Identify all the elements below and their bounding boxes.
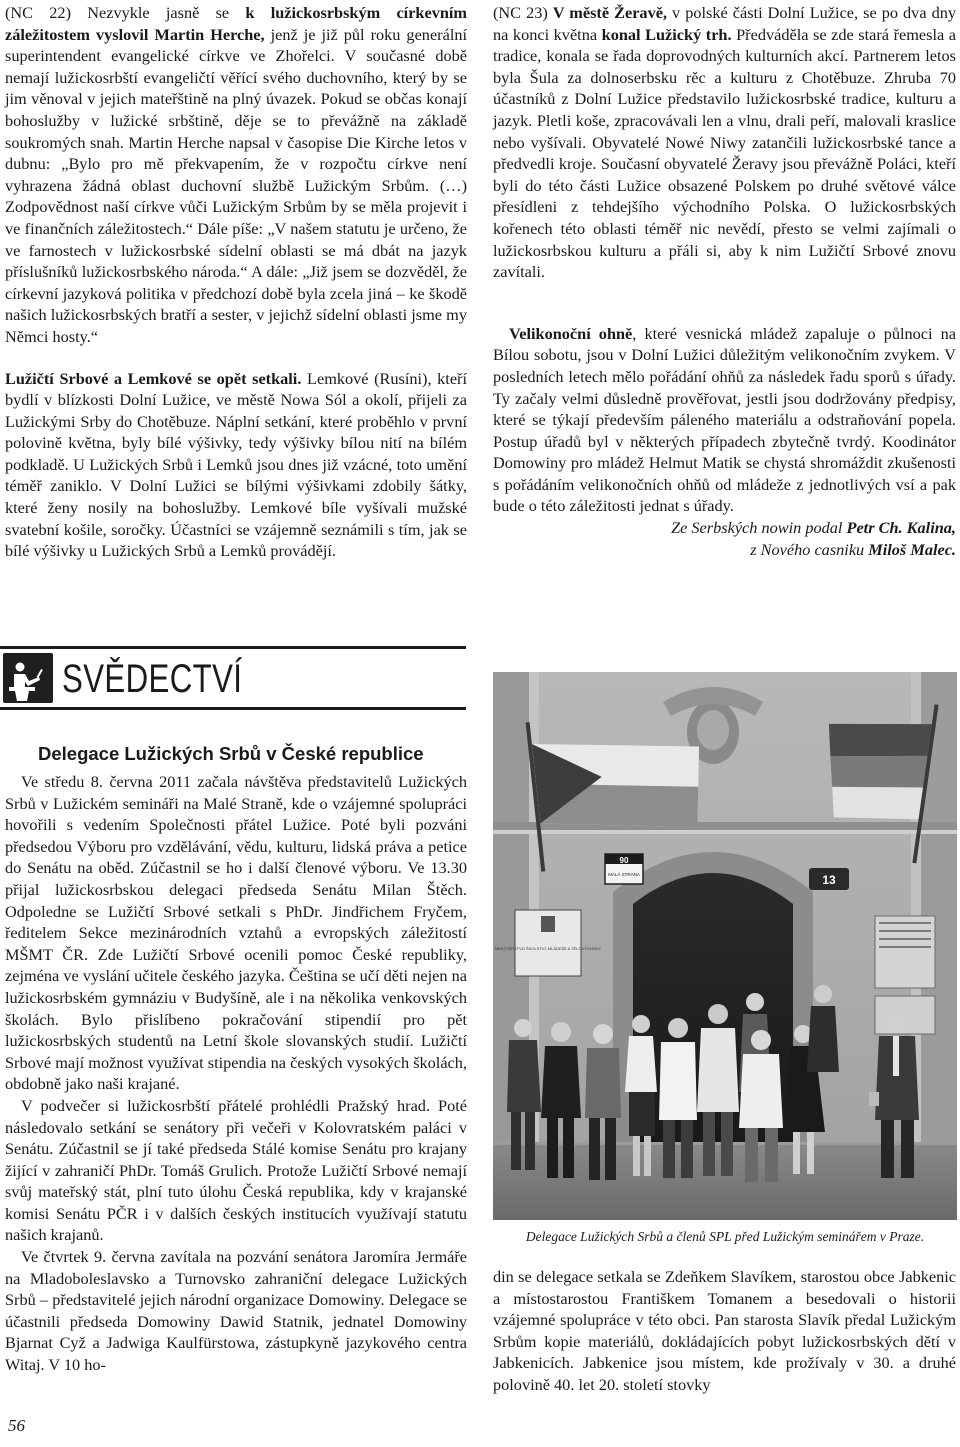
lemkove-text: Lemkové (Rusíni), kteří bydlí v blízkosti Dolní Lužice, ve městě Nowa Sól a okolí, přijeli za Lužickými Srby do Chotěbuze. Náplní setkání, které proběhlo v první polovině května, byly bílé výšivky, tedy výšivky bílou nití na bílém podkladě. U Lužických Srbů i Lemků jsou dnes již vzácné, toto umění téměř zaniklo. V Dolní Lužici se bílými výšivkami zdobily šátky, které ženy nosily na bohoslužby. Lemkové bíle vyšívali mužské svatební košile, soročky. Účastníci se vzájemně seznámili s tím, jak se bílé výšivky u Lužických Srbů a Lemků provádějí. [5, 368, 467, 561]
byline-line1-pre: Ze Serbských nowin podal [671, 518, 847, 538]
news-item-nc22 [5, 2, 467, 348]
byline-line1-name: Petr Ch. Kalina, [846, 518, 956, 538]
byline [493, 517, 956, 560]
nc23-lead-bold: V městě Žeravě, [552, 3, 668, 22]
street-sign-text: MALÁ STRANA [608, 872, 640, 877]
article-paragraph-1: Ve středu 8. června 2011 začala návštěva představitelů Lužických Srbů v Lužickém semináři na Malé Straně, kde o vzájemné spolupráci hovořili s vedením Společnosti přátel Lužice. Poté byli pozváni předsedou Výboru pro vzdělávání, vědu, kulturu, lidská práva a petice do Senátu na oběd. Zúčastnil se ho i další členové výboru. Ve 13.30 přijal lužickosrbskou delegaci předseda Senátu Milan Štěch. Odpoledne se Lužičtí Srbové setkali s PhDr. Jindřichem Fryčem, ředitelem Sekce mezinárodních vztahů a evropských záležitostí MŠMT ČR. Zde Lužičtí Srbové ocenili pomoc České republiky, zejména ve vyslání učitele českého jazyka. Čeština se učí děti nejen na lužickosrbském gymnáziu v Budyšíně, ale i na několika venkovských školách. Bylo přislíbeno pokračování stipendií pro pět lužickosrbských studentů na Letní škole slovanských studií. Lužičtí Srbové mají možnost využívat stipendia na českých vysokých školách, obdobně jako naši krajané. [5, 772, 467, 1094]
column-left-top [5, 2, 467, 562]
section-header [0, 646, 466, 710]
column-left-bottom [5, 771, 467, 1376]
byline-line2-pre: z Nového casniku [750, 539, 869, 559]
velikonocni-heading: Velikonoční ohně [509, 323, 633, 343]
column-right-bottom [493, 1266, 956, 1396]
section-title: SVĚDECTVÍ [62, 657, 243, 701]
nc23-lead: (NC 23) [493, 3, 553, 22]
street-sign-number: 90 [619, 856, 629, 865]
nc23-text2: Předváděla se zde stará řemesla a tradice, konala se řada doprovodných kulturních akcí. Partnerem letos byla Šula za dolnoserbsku rěc a kulturu z Chotěbuze. Zhruba 70 účastníků z Dolní Lužice představilo lužickosrbské tradice, kulturu a jazyk. Pletli koše, zpracovávali len a vlnu, drali peří, malovali kraslice nebo vyšívali. Obyvatelé Nowé Niwy zatančili lužickosrbské tance a předvedli kroje. Současní obyvatelé Žeravy jsou převážně Poláci, kteří byli do této části Lužice obsazené Polskem po druhé světové válce přesídleni z tehdejšího východního Polska. O lužickosrbských kořenech této oblasti téměř nic nevědí, přesto se velmi zajímali o lužickosrbskou kulturu a přáli si, aby k nim Lužičtí Srbové znovu zavítali. [493, 24, 956, 282]
page-number: 56 [8, 1416, 25, 1435]
column-right-top [493, 2, 956, 560]
article-paragraph-2: V podvečer si lužickosrbští přátelé prohlédli Pražský hrad. Poté následovalo setkání se senátory při večeři v Kolovratském paláci v Senátu. Zúčastnil se jí také předseda Stálé komise Senátu pro krajany žijící v zahraničí PhDr. Tomáš Grulich. Protože Lužičtí Srbové nemají svůj mateřský stát, plní tuto úlohu Česká republika, kdy v krajanské komisi Senátu PČR i v dalších českých institucích využívají statutu našich krajanů. [5, 1095, 467, 1245]
nc23-bold2: konal Lužický trh. [601, 24, 732, 44]
nc23-text1: v polské části Dolní Lužice, se po dva dny na konci května [493, 3, 956, 44]
article-continued: din se delegace setkala se Zdeňkem Slavíkem, starostou obce Jabkenic a místostarostou Františkem Tomanem a besedovali o historii vzájemné spolupráce v této obci. Pan starosta Slavík předal Lužickým Srbům kopie materiálů, dokládajících pobyt lužickosrbských dětí v Jabkenicích. Jabkenice jsou místem, kde prožívaly v 30. a druhé polovině 40. let 20. století stovky [493, 1267, 956, 1394]
photo-caption: Delegace Lužických Srbů a členů SPL před Lužickým seminářem v Praze. [525, 1229, 925, 1244]
news-item-lemkove [5, 368, 467, 562]
delegation-photo [493, 672, 957, 1220]
nc22-lead: (NC 22) Nezvykle jasně se [5, 3, 246, 22]
ministry-plaque-text: MINISTERSTVO ŠKOLSTVÍ, MLÁDEŽE A TĚLOVÝCHOVY [494, 946, 602, 951]
lemkove-heading: Lužičtí Srbové a Lemkové se opět setkali. [5, 368, 302, 388]
byline-line2-name: Miloš Malec. [868, 539, 956, 559]
article-paragraph-3: Ve čtvrtek 9. června zavítala na pozvání senátora Jaromíra Jermáře na Mladoboleslavsko a Turnovsko zahraniční delegace Lužických Srbů – představitelé jejich národní organizace Domowiny. Delegace se účastnili předseda Domowiny Dawid Statnik, jednatel Domowiny Bjarnat Cyž a Jadwiga Kaulfürstowa, zástupkyně jazykového centra Witaj. V 10 ho- [5, 1247, 467, 1375]
nc22-text: jenž je již půl roku generální superintendent evangelické církve ve Zhořelci. V současné době nemají lužickosrbští evangeličtí věřící svého duchovního, který by se jim věnoval v jejich mateřštině na plný úvazek. Pokud se občas konají bohoslužby v lužické srbštině, děje se to převážně na základě soukromých snah. Martin Herche napsal v časopise Die Kirche letos v dubnu: „Bylo pro mě překvapením, že v rozpočtu církve není vyhrazena žádná oblast duchovní službě Lužickým Srbům. (…) Zodpovědnost naší církve vůči Lužickým Srbům by se měla projevit i ve finančních záležitostech.“ Dále píše: „V našem statutu je určeno, že ve farnostech v lužickosrbské sídelní oblasti se má dbát na jazyk příslušníků lužickosrbského národa.“ A dále: „Již jsem se dozvěděl, že církevní jazyková politika v předchozí době byla zcela jiná – ke škodě našich lužickosrbských bratří a sester, v jejichž sídelní oblasti jsme my Němci hosty.“ [5, 24, 468, 346]
house-number: 13 [822, 873, 836, 887]
velikonocni-text: , které vesnická mládež zapaluje o půlnoci na Bílou sobotu, jsou v Dolní Lužici důležitým velikonočním zvykem. V posledních letech mělo pořádání ohňů za následek řadu sporů s úřady. Ty začaly velmi důsledně prověřovat, jestli jsou dodržovány předpisy, které se týkají především páleného materiálu a odstraňování popela. Postup úřadů byl v některých případech zbytečně tvrdý. Koodinátor Domowiny pro mládež Helmut Matik se chystá shromáždit zkušenosti s pořádáním velikonočních ohňů od mládeže z jednotlivých vsí a pak bude o této záležitosti jednat s úřady. [493, 323, 956, 516]
news-item-velikonocni [493, 323, 956, 517]
nc22-lead-bold: k lužickosrbským církevním záležitostem vyslovil Martin Herche, [5, 3, 467, 44]
article-title: Delegace Lužických Srbů v České republice [38, 743, 424, 764]
news-item-nc23 [493, 2, 956, 283]
speaker-at-podium-icon [3, 653, 53, 703]
